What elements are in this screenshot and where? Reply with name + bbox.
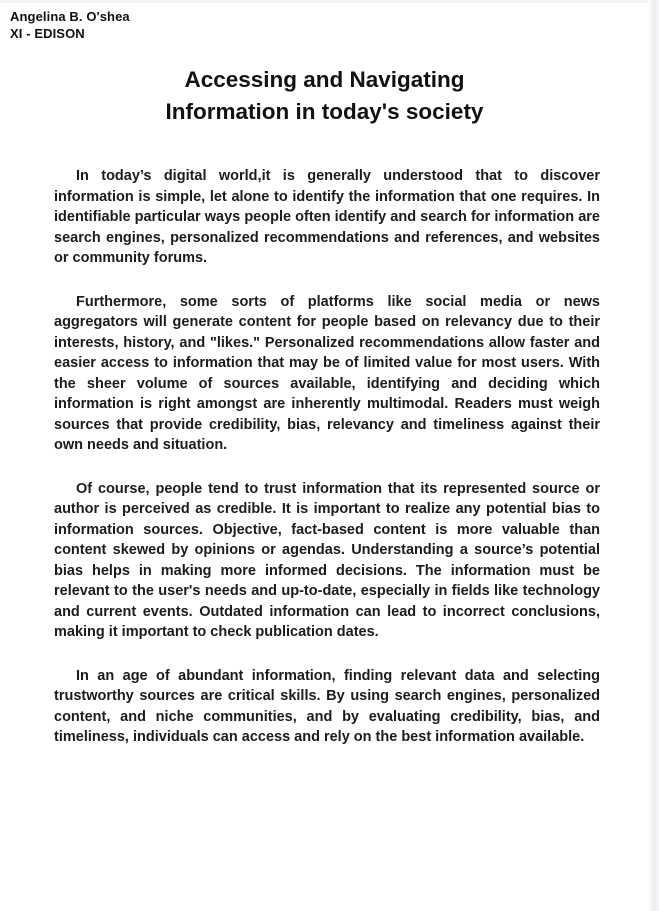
page-right-edge xyxy=(648,0,659,911)
paragraph-platforms: Furthermore, some sorts of platforms like social media or news aggregators will generate content for people based on relevancy due to their interests, history, and "likes." Personalized recommendations allow faster and easier access to information that may be of limited value for most users. With the sheer volume of sources available, identifying and deciding which information is right amongst are inherently multimodal. Readers must weigh sources that provide credibility, bias, relevancy and timeliness against their own needs and situation. xyxy=(54,293,600,453)
student-name: Angelina B. O'shea xyxy=(10,9,130,24)
document-title xyxy=(0,64,649,128)
document-title-line-1: Accessing and Navigating xyxy=(184,67,465,92)
page-top-edge xyxy=(0,0,659,3)
paragraph-conclusion: In an age of abundant information, finding relevant data and selecting trustworthy sources are critical skills. By using search engines, personalized content, and niche communities, and by evaluating credibility, bias, and timeliness, individuals can access and rely on the best information available. xyxy=(54,667,600,745)
document-title-line-2: Information in today's society xyxy=(165,99,484,124)
document-body xyxy=(54,166,600,748)
paragraph-intro: In today’s digital world,it is generally understood that to discover information is simple, let alone to identify the information that one requires. In identifiable particular ways people often identify and search for information are search engines, personalized recommendations and references, and websites or community forums. xyxy=(54,168,600,266)
student-header xyxy=(10,8,130,42)
student-section: XI - EDISON xyxy=(10,26,85,41)
paragraph-credibility: Of course, people tend to trust information that its represented source or author is perceived as credible. It is important to realize any potential bias to information sources. Objective, fact-based content is more valuable than content skewed by opinions or agendas. Understanding a source’s potential bias helps in making more informed decisions. The information must be relevant to the user's needs and up-to-date, especially in fields like technology and current events. Outdated information can lead to incorrect conclusions, making it important to check publication dates. xyxy=(54,480,600,640)
